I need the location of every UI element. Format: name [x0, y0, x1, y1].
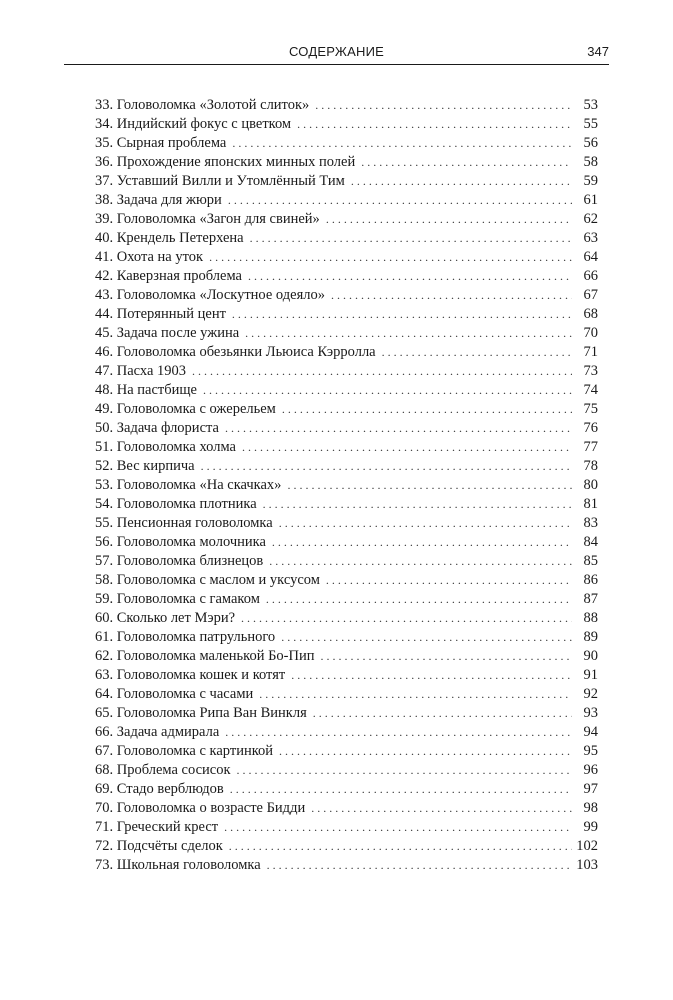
toc-entry-page: 90 — [583, 648, 598, 664]
toc-entry-page: 75 — [583, 401, 598, 417]
toc-entry-title: 58. Головоломка с маслом и уксусом — [95, 572, 320, 588]
dot-leader — [192, 362, 572, 381]
toc-entry-title: 40. Крендель Петерхена — [95, 230, 244, 246]
toc-entry-page: 99 — [583, 819, 598, 835]
toc-entry — [95, 419, 598, 438]
toc-entry-title: 34. Индийский фокус с цветком — [95, 116, 292, 132]
dot-leader — [203, 381, 572, 400]
toc-entry — [95, 134, 598, 153]
toc-entry — [95, 476, 598, 495]
toc-entry-page: 91 — [583, 667, 598, 683]
dot-leader — [241, 609, 572, 628]
toc-entry — [95, 96, 598, 115]
toc-entry-page: 89 — [583, 629, 598, 645]
toc-entry-page: 58 — [583, 154, 598, 170]
toc-entry-page: 67 — [583, 287, 598, 303]
dot-leader — [232, 305, 572, 324]
toc-entry-page: 77 — [583, 439, 598, 455]
toc-entry-page: 74 — [583, 382, 598, 398]
toc-entry — [95, 210, 598, 229]
toc-entry-title: 33. Головоломка «Золотой слиток» — [95, 97, 310, 113]
dot-leader — [326, 571, 572, 590]
toc-entry — [95, 761, 598, 780]
dot-leader — [245, 324, 572, 343]
toc-entry-page: 97 — [583, 781, 598, 797]
toc-entry — [95, 837, 598, 856]
toc-entry — [95, 552, 598, 571]
toc-entry-title: 72. Подсчёты сделок — [95, 838, 223, 854]
dot-leader — [282, 400, 572, 419]
toc-entry-title: 38. Задача для жюри — [95, 192, 222, 208]
running-header — [64, 42, 609, 65]
toc-entry-page: 61 — [583, 192, 598, 208]
toc-entry-title: 49. Головоломка с ожерельем — [95, 401, 276, 417]
toc-entry-title: 39. Головоломка «Загон для свиней» — [95, 211, 320, 227]
toc-entry-page: 62 — [583, 211, 598, 227]
toc-entry — [95, 780, 598, 799]
dot-leader — [321, 647, 572, 666]
toc-entry-title: 37. Уставший Вилли и Утомлённый Тим — [95, 173, 345, 189]
toc-entry-title: 71. Греческий крест — [95, 819, 219, 835]
toc-entry-title: 57. Головоломка близнецов — [95, 553, 264, 569]
toc-entry-title: 46. Головоломка обезьянки Льюиса Кэрролла — [95, 344, 376, 360]
toc-entry-title: 43. Головоломка «Лоскутное одеяло» — [95, 287, 325, 303]
toc-entry-title: 59. Головоломка с гамаком — [95, 591, 260, 607]
dot-leader — [382, 343, 572, 362]
toc-entry-title: 66. Задача адмирала — [95, 724, 220, 740]
toc-entry-page: 68 — [583, 306, 598, 322]
toc-entry — [95, 362, 598, 381]
toc-entry — [95, 400, 598, 419]
dot-leader — [266, 590, 572, 609]
toc-entry — [95, 191, 598, 210]
toc-entry-title: 64. Головоломка с часами — [95, 686, 254, 702]
dot-leader — [263, 495, 572, 514]
toc-entry-page: 88 — [583, 610, 598, 626]
toc-entry-page: 94 — [583, 724, 598, 740]
toc-entry — [95, 647, 598, 666]
toc-entry-title: 73. Школьная головоломка — [95, 857, 261, 873]
toc-entry — [95, 723, 598, 742]
toc-entry-title: 45. Задача после ужина — [95, 325, 240, 341]
toc-entry-page: 70 — [583, 325, 598, 341]
toc-entry-page: 56 — [583, 135, 598, 151]
toc-entry-page: 95 — [583, 743, 598, 759]
toc-entry-page: 92 — [583, 686, 598, 702]
toc-entry-page: 80 — [583, 477, 598, 493]
dot-leader — [279, 742, 572, 761]
toc-entry-page: 85 — [583, 553, 598, 569]
toc-entry — [95, 685, 598, 704]
toc-entry-page: 59 — [583, 173, 598, 189]
toc-entry — [95, 267, 598, 286]
dot-leader — [237, 761, 572, 780]
toc-entry-page: 81 — [583, 496, 598, 512]
toc-entry-page: 83 — [583, 515, 598, 531]
dot-leader — [361, 153, 572, 172]
dot-leader — [248, 267, 572, 286]
toc-entry-title: 35. Сырная проблема — [95, 135, 227, 151]
dot-leader — [291, 666, 572, 685]
toc-entry — [95, 590, 598, 609]
dot-leader — [225, 723, 572, 742]
toc-entry — [95, 533, 598, 552]
toc-entry-page: 86 — [583, 572, 598, 588]
toc-entry — [95, 153, 598, 172]
toc-entry — [95, 229, 598, 248]
toc-entry — [95, 571, 598, 590]
dot-leader — [351, 172, 572, 191]
toc-entry — [95, 343, 598, 362]
toc-entry-title: 70. Головоломка о возрасте Бидди — [95, 800, 306, 816]
dot-leader — [230, 780, 572, 799]
dot-leader — [326, 210, 572, 229]
toc-entry — [95, 115, 598, 134]
toc-entry-page: 76 — [583, 420, 598, 436]
dot-leader — [224, 818, 572, 837]
dot-leader — [315, 96, 572, 115]
toc-entry-page: 103 — [576, 857, 598, 873]
dot-leader — [225, 419, 572, 438]
dot-leader — [279, 514, 572, 533]
toc-entry-title: 65. Головоломка Рипа Ван Винкля — [95, 705, 307, 721]
toc-entry — [95, 172, 598, 191]
toc-entry-page: 55 — [583, 116, 598, 132]
toc-entry — [95, 305, 598, 324]
toc-entry — [95, 666, 598, 685]
dot-leader — [287, 476, 572, 495]
page-number: 347 — [587, 44, 609, 59]
toc-entry-title: 47. Пасха 1903 — [95, 363, 187, 379]
toc-entry — [95, 856, 598, 875]
toc-entry-page: 64 — [583, 249, 598, 265]
dot-leader — [331, 286, 572, 305]
dot-leader — [272, 533, 572, 552]
toc-entry-page: 93 — [583, 705, 598, 721]
section-title: СОДЕРЖАНИЕ — [288, 44, 384, 59]
dot-leader — [267, 856, 572, 875]
toc-entry-title: 67. Головоломка с картинкой — [95, 743, 274, 759]
toc-entry-page: 63 — [583, 230, 598, 246]
toc-entry-page: 71 — [583, 344, 598, 360]
toc-entry-page: 53 — [583, 97, 598, 113]
toc-entry — [95, 495, 598, 514]
dot-leader — [269, 552, 572, 571]
toc-entry-title: 55. Пенсионная головоломка — [95, 515, 273, 531]
toc-entry — [95, 381, 598, 400]
dot-leader — [281, 628, 572, 647]
toc-entry-title: 36. Прохождение японских минных полей — [95, 154, 356, 170]
toc-entry-page: 84 — [583, 534, 598, 550]
toc-entry — [95, 628, 598, 647]
toc-entry-title: 68. Проблема сосисок — [95, 762, 231, 778]
toc-entry-page: 96 — [583, 762, 598, 778]
toc-entry-page: 102 — [576, 838, 598, 854]
toc-entry-title: 44. Потерянный цент — [95, 306, 226, 322]
toc-entry-page: 66 — [583, 268, 598, 284]
dot-leader — [297, 115, 572, 134]
toc-entry — [95, 514, 598, 533]
toc-entry-title: 41. Охота на уток — [95, 249, 204, 265]
toc-entry-page: 73 — [583, 363, 598, 379]
dot-leader — [242, 438, 572, 457]
dot-leader — [201, 457, 572, 476]
toc-entry-title: 42. Каверзная проблема — [95, 268, 242, 284]
dot-leader — [311, 799, 572, 818]
toc-entry — [95, 742, 598, 761]
toc-entry — [95, 286, 598, 305]
toc-entry-title: 50. Задача флориста — [95, 420, 219, 436]
dot-leader — [232, 134, 572, 153]
toc-entry-title: 62. Головоломка маленькой Бо-Пип — [95, 648, 315, 664]
dot-leader — [228, 191, 572, 210]
toc-entry — [95, 248, 598, 267]
toc-entry-page: 98 — [583, 800, 598, 816]
toc-entry-title: 54. Головоломка плотника — [95, 496, 257, 512]
dot-leader — [250, 229, 572, 248]
toc-entry-title: 51. Головоломка холма — [95, 439, 236, 455]
dot-leader — [259, 685, 572, 704]
toc-entry — [95, 799, 598, 818]
toc-entry-title: 53. Головоломка «На скачках» — [95, 477, 282, 493]
toc-entry-page: 78 — [583, 458, 598, 474]
toc-entry — [95, 609, 598, 628]
toc-entry-title: 61. Головоломка патрульного — [95, 629, 276, 645]
toc-entry-title: 52. Вес кирпича — [95, 458, 195, 474]
toc-entry-title: 69. Стадо верблюдов — [95, 781, 224, 797]
toc-entry — [95, 324, 598, 343]
toc-entry — [95, 438, 598, 457]
dot-leader — [209, 248, 572, 267]
dot-leader — [229, 837, 572, 856]
toc-entry-title: 48. На пастбище — [95, 382, 197, 398]
toc-entry-title: 60. Сколько лет Мэри? — [95, 610, 236, 626]
toc-entry — [95, 457, 598, 476]
toc-entry-page: 87 — [583, 591, 598, 607]
toc-entry-title: 56. Головоломка молочника — [95, 534, 266, 550]
table-of-contents — [95, 96, 598, 875]
dot-leader — [313, 704, 572, 723]
toc-entry — [95, 818, 598, 837]
toc-entry-title: 63. Головоломка кошек и котят — [95, 667, 286, 683]
toc-entry — [95, 704, 598, 723]
